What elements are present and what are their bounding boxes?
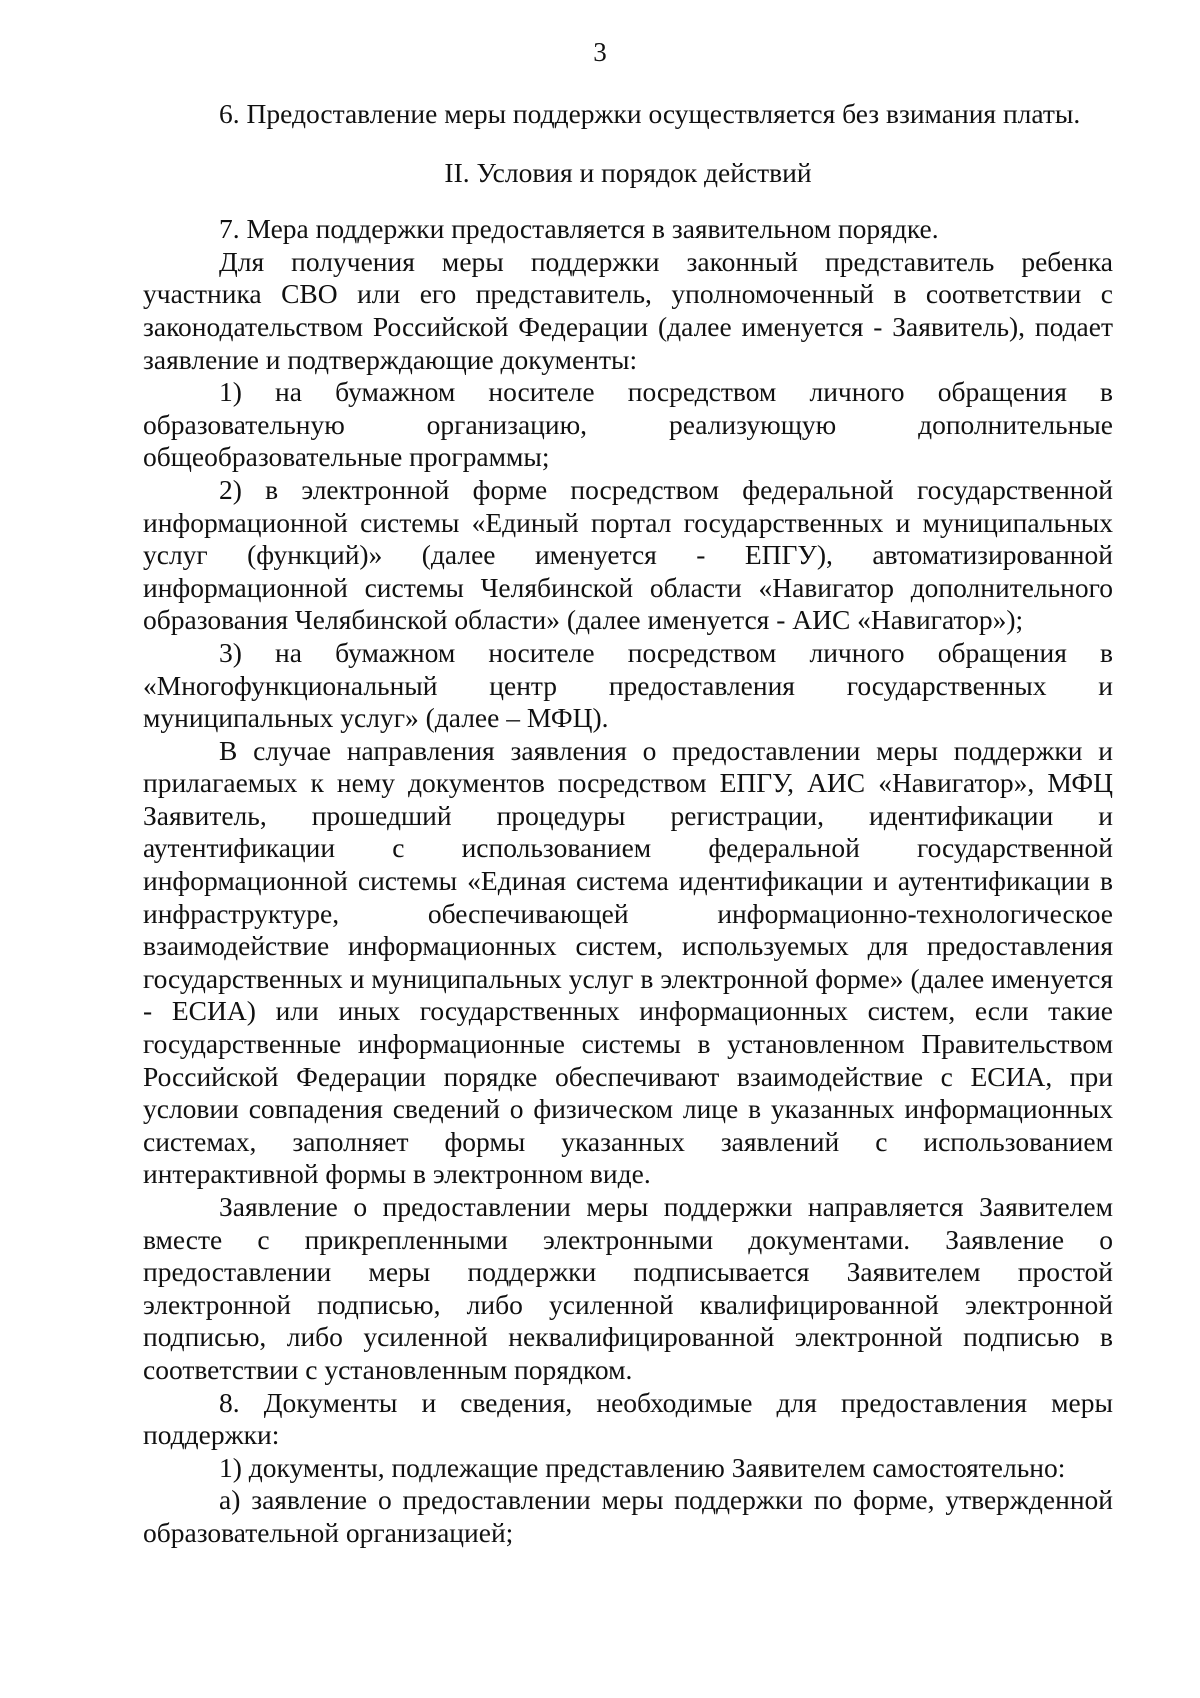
- paragraph-esia-procedure: В случае направления заявления о предоставлении меры поддержки и прилагаемых к нему документов посредством ЕПГУ, АИС «Навигатор», МФЦ Заявитель, прошедший процедуры регистрации, идентификации и аутентификации с использованием федеральной государственной информационной системы «Единая система идентификации и аутентификации в инфраструктуре, обеспечивающей информационно-технологическое взаимодействие информационных систем, используемых для предоставления государственных и муниципальных услуг в электронной форме» (далее именуется - ЕСИА) или иных государственных информационных систем, если такие государственные информационные системы в установленном Правительством Российской Федерации порядке обеспечивают взаимодействие с ЕСИА, при условии совпадения сведений о физическом лице в указанных информационных системах, заполняет формы указанных заявлений с использованием интерактивной формы в электронном виде.: [143, 734, 1113, 1190]
- paragraph-item-8-1-a: а) заявление о предоставлении меры поддержки по форме, утвержденной образовательной организацией;: [143, 1484, 1113, 1548]
- paragraph-option-2-electronic: 2) в электронной форме посредством федеральной государственной информационной системы «Единый портал государственных и муниципальных услуг (функций)» (далее именуется - ЕПГУ), автоматизированной информационной системы Челябинской области «Навигатор дополнительного образования Челябинской области» (далее именуется - АИС «Навигатор»);: [143, 473, 1113, 636]
- paragraph-item-8-1: 1) документы, подлежащие представлению Заявителем самостоятельно:: [219, 1451, 1066, 1483]
- section-heading: II. Условия и порядок действий: [444, 156, 812, 188]
- paragraph-option-1-paper-school: 1) на бумажном носителе посредством личного обращения в образовательную организацию, реализующую дополнительные общеобразовательные программы;: [143, 376, 1113, 473]
- paragraph-item-7: 7. Мера поддержки предоставляется в заявительном порядке.: [219, 213, 939, 245]
- paragraph-electronic-signature: Заявление о предоставлении меры поддержки направляется Заявителем вместе с прикрепленными электронными документами. Заявление о предоставлении меры поддержки подписывается Заявителем простой электронной подписью, либо усиленной квалифицированной электронной подписью, либо усиленной неквалифицированной электронной подписью в соответствии с установленным порядком.: [143, 1191, 1113, 1385]
- paragraph-item-6: 6. Предоставление меры поддержки осуществляется без взимания платы.: [219, 98, 1081, 129]
- paragraph-option-3-mfc: 3) на бумажном носителе посредством личного обращения в «Многофункциональный центр предоставления государственных и муниципальных услуг» (далее – МФЦ).: [143, 636, 1113, 734]
- document-body: [143, 98, 1113, 1550]
- paragraph-applicant-definition: Для получения меры поддержки законный представитель ребенка участника СВО или его представитель, уполномоченный в соответствии с законодательством Российской Федерации (далее именуется - Заявитель), подает заявление и подтверждающие документы:: [143, 245, 1113, 375]
- page-number: 3: [593, 37, 607, 67]
- paragraph-item-8: 8. Документы и сведения, необходимые для предоставления меры поддержки:: [143, 1386, 1113, 1451]
